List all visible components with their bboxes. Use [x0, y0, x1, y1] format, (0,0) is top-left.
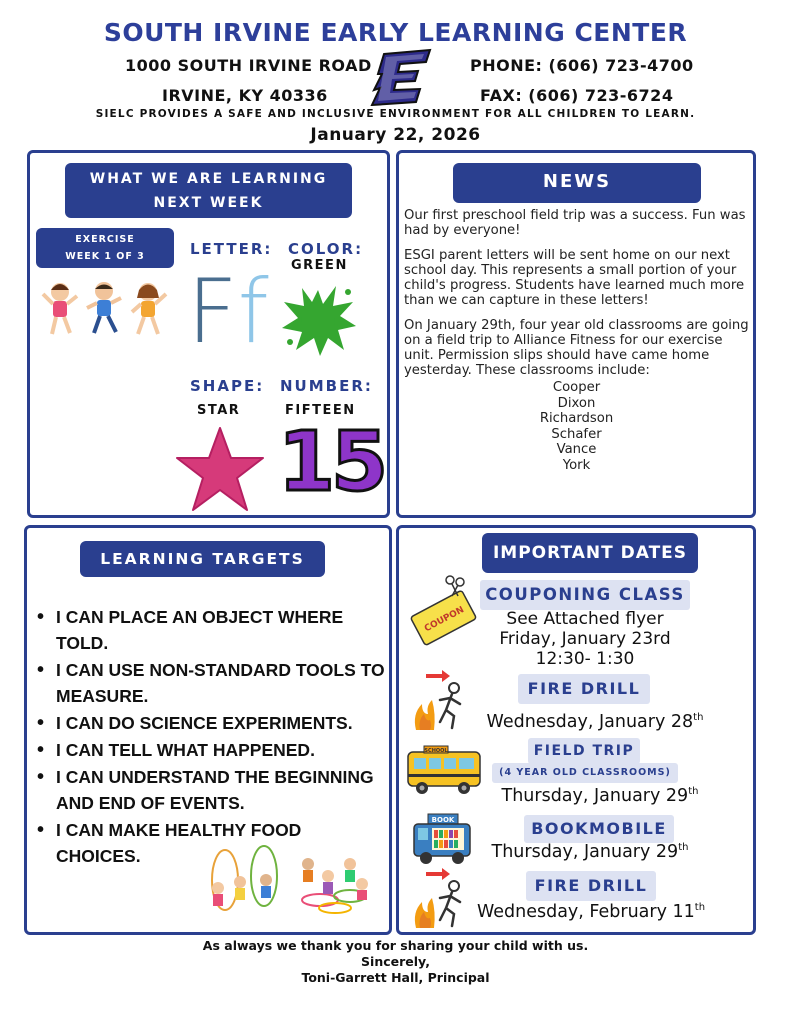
targets-heading: LEARNING TARGETS — [80, 541, 325, 577]
list-item: • I CAN UNDERSTAND THE BEGINNING AND END OF EVENTS. — [34, 764, 386, 816]
bookmobile-title: BOOKMOBILE — [524, 815, 674, 843]
list-item: • I CAN DO SCIENCE EXPERIMENTS. — [34, 710, 386, 736]
field-trip-subtitle: (4 YEAR OLD CLASSROOMS) — [492, 763, 678, 783]
bus-sign-text: SCHOOL — [424, 748, 448, 754]
shape-value: STAR — [197, 403, 241, 418]
kids-playing-illustration — [200, 840, 380, 918]
couponing-line1: See Attached flyer — [506, 609, 664, 629]
letter-display — [187, 262, 269, 362]
news-heading: NEWS — [453, 163, 701, 203]
address-line2: IRVINE, KY 40336 — [162, 86, 328, 105]
fire-drill-2-date — [466, 902, 716, 922]
field-trip-date-suffix: th — [688, 786, 699, 798]
bookmobile-date-text: Thursday, January 29 — [491, 842, 679, 862]
theme-line1: EXERCISE — [75, 234, 135, 245]
footer-signature: Toni-Garrett Hall, Principal — [301, 970, 490, 985]
footer-thanks: As always we thank you for sharing your child with us. — [202, 938, 589, 953]
letter-lowercase: f — [237, 260, 269, 363]
color-label: COLOR: — [288, 240, 364, 258]
bookmobile-icon — [412, 812, 472, 866]
news-paragraph-3: On January 29th, four year old classrooms are going on a field trip to Alliance Fitness for our exercise unit. Permission slips should have came home yesterday. These classrooms include: — [404, 318, 749, 378]
green-splat-icon — [278, 280, 358, 360]
letter-label: LETTER: — [190, 240, 273, 258]
field-trip-date — [480, 786, 720, 806]
news-body — [404, 208, 749, 473]
list-item: • I CAN USE NON-STANDARD TOOLS TO MEASURE. — [34, 657, 386, 709]
couponing-line3: 12:30- 1:30 — [535, 649, 635, 669]
list-item: York — [562, 457, 591, 473]
address-line1: 1000 SOUTH IRVINE ROAD — [125, 56, 372, 75]
letter-uppercase: F — [187, 260, 238, 363]
fire-drill-2-date-suffix: th — [694, 902, 706, 914]
newsletter-date: January 22, 2026 — [310, 125, 481, 145]
number-digits: 15 — [278, 415, 385, 510]
list-item: Cooper — [552, 380, 601, 395]
list-item: Schafer — [551, 426, 602, 442]
footer — [0, 938, 791, 986]
fire-drill-1-date-text: Wednesday, January 28 — [486, 712, 694, 732]
number-label: NUMBER: — [280, 377, 373, 395]
field-trip-date-text: Thursday, January 29 — [501, 786, 689, 806]
list-item: • I CAN TELL WHAT HAPPENED. — [34, 737, 386, 763]
news-paragraph-1: Our first preschool field trip was a success. Fun was had by everyone! — [404, 208, 746, 238]
bookmobile-date — [470, 842, 710, 862]
school-bus-icon — [404, 744, 484, 800]
fax-number: FAX: (606) 723-6724 — [480, 86, 674, 105]
list-item: • I CAN MAKE HEALTHY FOOD CHOICES. — [34, 817, 386, 869]
classroom-list — [404, 380, 749, 473]
exercising-kids-illustration — [40, 278, 175, 340]
color-value: GREEN — [291, 258, 348, 273]
fire-drill-1-date-suffix: th — [693, 712, 704, 724]
couponing-details — [470, 609, 700, 669]
learning-heading-line1: WHAT WE ARE LEARNING — [89, 171, 328, 187]
coupon-word: COUPON — [422, 605, 466, 635]
list-item: Vance — [556, 442, 597, 457]
targets-list — [34, 604, 386, 870]
star-icon — [175, 426, 265, 512]
fire-drill-2-date-text: Wednesday, February 11 — [476, 902, 695, 922]
list-item: Dixon — [557, 395, 596, 411]
learning-heading-line2: NEXT WEEK — [153, 195, 264, 211]
theme-line2: WEEK 1 OF 3 — [65, 251, 145, 262]
phone-number: PHONE: (606) 723-4700 — [470, 56, 694, 75]
fire-drill-1-title: FIRE DRILL — [518, 674, 650, 704]
book-sign-text: BOOK — [431, 816, 455, 824]
fire-exit-icon — [412, 670, 468, 732]
school-logo — [370, 48, 432, 106]
fire-drill-2-title: FIRE DRILL — [526, 871, 656, 901]
dates-heading: IMPORTANT DATES — [482, 533, 698, 573]
learning-heading — [65, 163, 352, 218]
list-item: Richardson — [539, 411, 614, 426]
shape-label: SHAPE: — [190, 377, 265, 395]
school-name: SOUTH IRVINE EARLY LEARNING CENTER — [103, 18, 688, 47]
footer-closing: Sincerely, — [361, 954, 430, 969]
tagline: SIELC PROVIDES A SAFE AND INCLUSIVE ENVIRONMENT FOR ALL CHILDREN TO LEARN. — [95, 108, 696, 120]
coupon-icon — [408, 572, 478, 648]
fire-exit-icon — [412, 868, 468, 930]
list-item: • I CAN PLACE AN OBJECT WHERE TOLD. — [34, 604, 386, 656]
number-value: FIFTEEN — [285, 403, 356, 418]
theme-badge — [36, 228, 174, 268]
fire-drill-1-date — [470, 712, 720, 732]
field-trip-title: FIELD TRIP — [528, 738, 640, 764]
couponing-title: COUPONING CLASS — [480, 580, 690, 610]
bookmobile-date-suffix: th — [678, 842, 689, 854]
couponing-line2: Friday, January 23rd — [499, 629, 671, 649]
news-paragraph-2: ESGI parent letters will be sent home on our next school day. This represents a small portion of your child's progress. Students have learned much more than we can capture in these letters! — [404, 248, 745, 308]
